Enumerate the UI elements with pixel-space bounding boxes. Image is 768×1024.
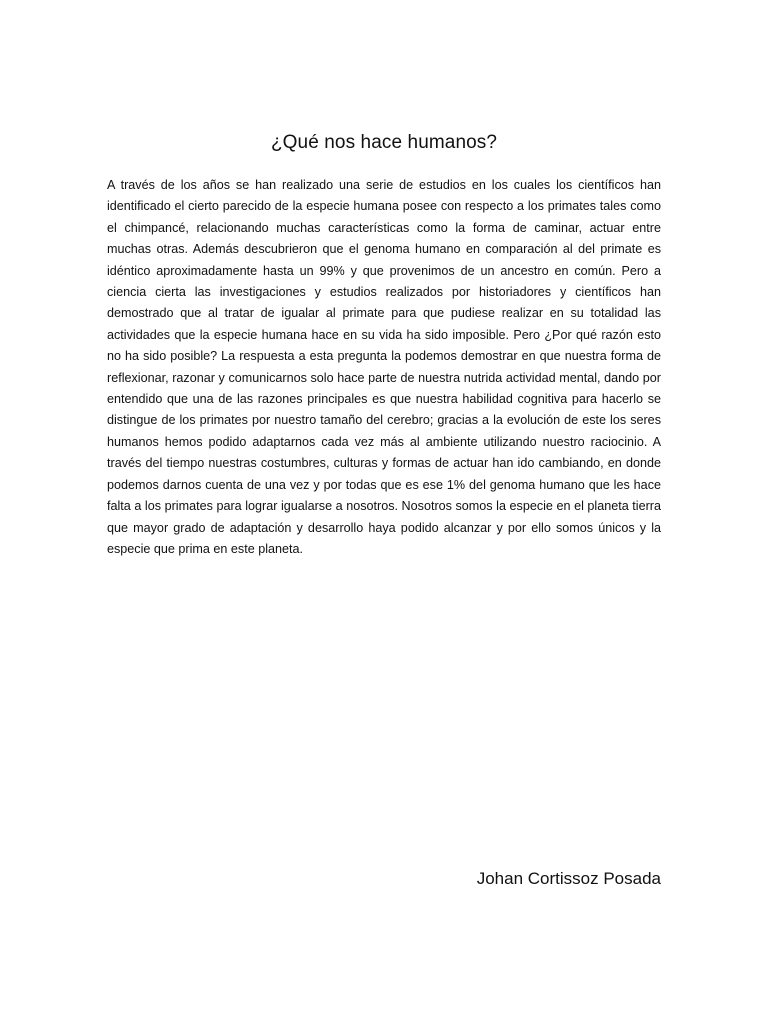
body-paragraph: A través de los años se han realizado una serie de estudios en los cuales los científicos han identificado el cierto parecido de la especie humana posee con respecto a los primates tales como el chimpancé, relacionando muchas características como la forma de caminar, actuar entre muchas otras. Además descubrieron que el genoma humano en comparación al del primate es idéntico aproximadamente hasta un 99% y que provenimos de un ancestro en común. Pero a ciencia cierta las investigaciones y estudios realizados por historiadores y científicos han demostrado que al tratar de igualar al primate para que pudiese realizar en su totalidad las actividades que la especie humana hace en su vida ha sido imposible. Pero ¿Por qué razón esto no ha sido posible? La respuesta a esta pregunta la podemos demostrar en que nuestra forma de reflexionar, razonar y comunicarnos solo hace parte de nuestra nutrida actividad mental, dando por entendido que una de las razones principales es que nuestra habilidad cognitiva para hacerlo se distingue de los primates por nuestro tamaño del cerebro; gracias a la evolución de este los seres humanos hemos podido adaptarnos cada vez más al ambiente utilizando nuestro raciocinio. A través del tiempo nuestras costumbres, culturas y formas de actuar han ido cambiando, en donde podemos darnos cuenta de una vez y por todas que es ese 1% del genoma humano que les hace falta a los primates para lograr igualarse a nosotros. Nosotros somos la especie en el planeta tierra que mayor grado de adaptación y desarrollo haya podido alcanzar y por ello somos únicos y la especie que prima en este planeta. <box>107 178 661 556</box>
author-name: Johan Cortissoz Posada <box>476 869 661 888</box>
document-title: ¿Qué nos hace humanos? <box>270 132 498 153</box>
